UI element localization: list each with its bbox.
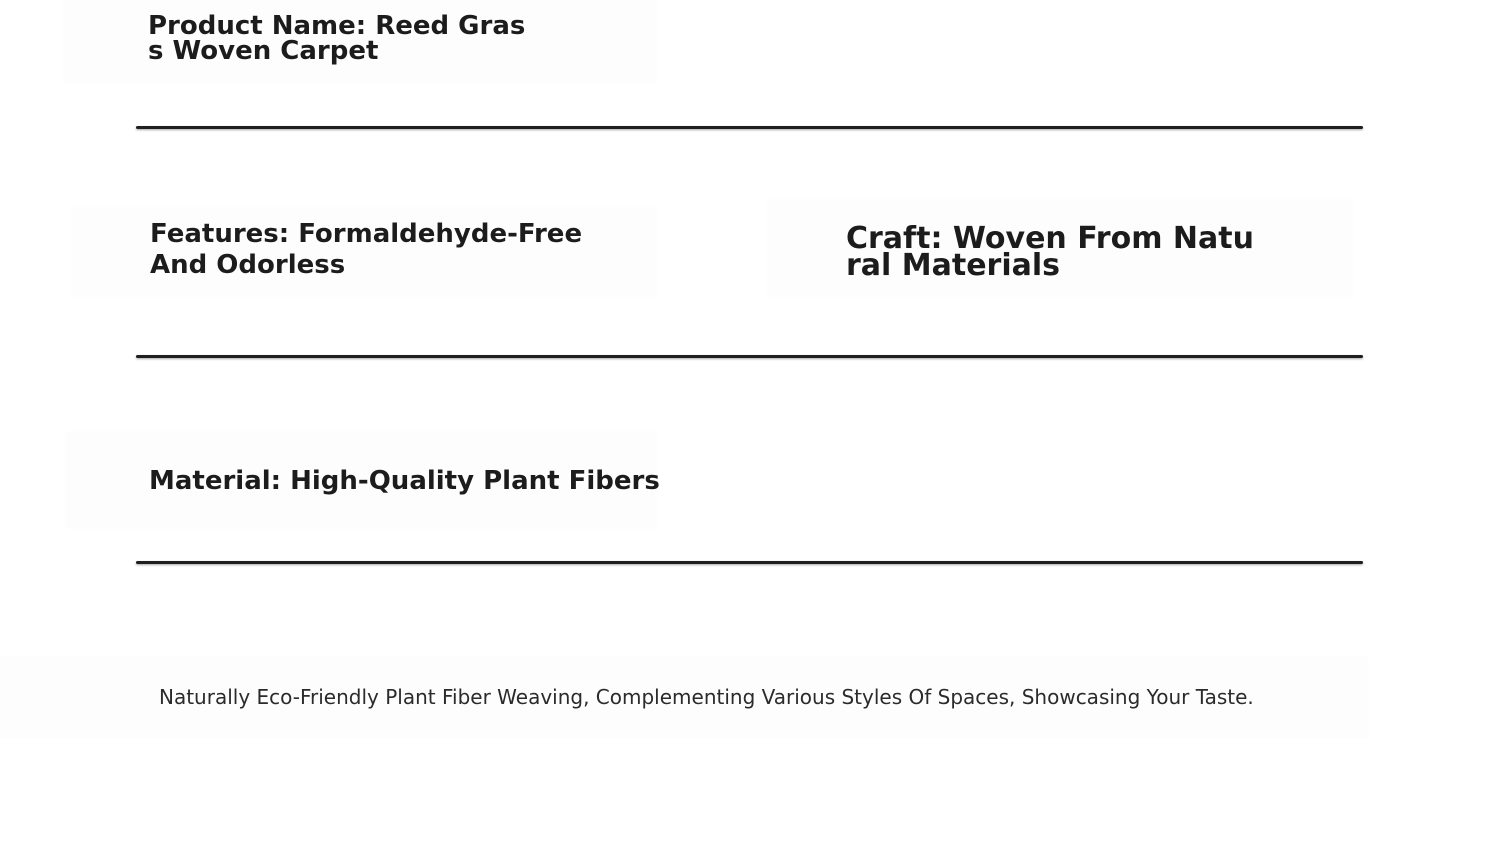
craft-text: Craft: Woven From Natural Materials bbox=[846, 221, 1254, 283]
divider-1 bbox=[136, 126, 1363, 129]
tagline-text: Naturally Eco-Friendly Plant Fiber Weaving, Complementing Various Styles Of Spaces, Showcasing Your Taste. bbox=[159, 685, 1254, 709]
divider-3 bbox=[136, 561, 1363, 564]
product-name-text: Product Name: Reed Grass Woven Carpet bbox=[148, 11, 526, 66]
material-text: Material: High-Quality Plant Fibers bbox=[149, 466, 660, 496]
divider-2 bbox=[136, 355, 1363, 358]
features-text: Features: Formaldehyde-Free And Odorless bbox=[150, 219, 583, 280]
